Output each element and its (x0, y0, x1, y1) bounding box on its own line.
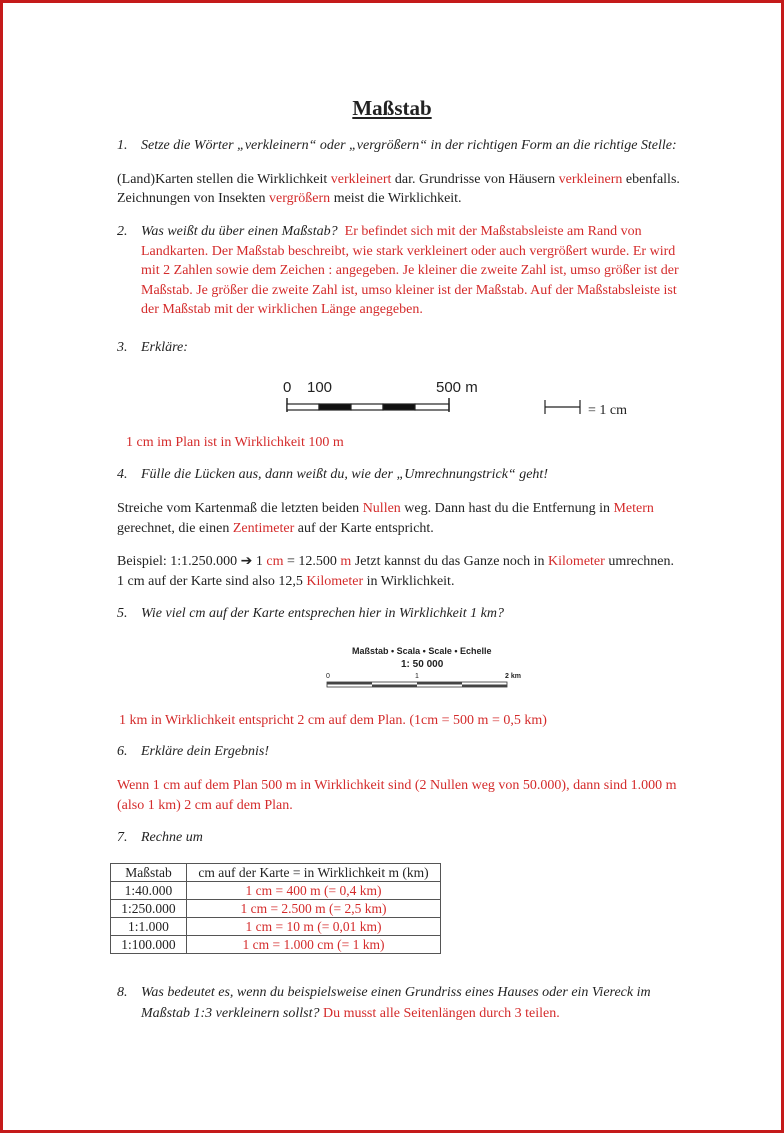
table-cell: 1:100.000 (111, 936, 187, 954)
map-scale-tick-1: 1 (415, 673, 419, 680)
q2-answer-line: Landkarten. Der Maßstab beschreibt, wie stark verkleinert oder auch vergrößert wurde. Er wird (141, 244, 676, 259)
question-8: 8. Was bedeutet es, wenn du beispielsweise einen Grundriss eines Hauses oder ein Viereck im (117, 985, 651, 1000)
q1-answer-line-2: Zeichnungen von Insekten vergrößern meist die Wirklichkeit. (117, 191, 462, 206)
q2-answer-line: der Maßstab mit der wirklichen Länge angegeben. (141, 302, 423, 317)
q6-answer-line-1: Wenn 1 cm auf dem Plan 500 m in Wirklichkeit sind (2 Nullen weg von 50.000), dann sind 1.000 m (117, 778, 677, 793)
one-cm-legend-bar (543, 399, 583, 415)
table-cell: 1 cm = 400 m (= 0,4 km) (187, 882, 441, 900)
q4-line-2: gerechnet, die einen Zentimeter auf der Karte entspricht. (117, 521, 434, 536)
one-cm-legend-text: = 1 cm (588, 403, 627, 418)
scale-bar-label-100: 100 (307, 379, 333, 396)
q2-answer-line: Maßstab. Je größer die zweite Zahl ist, umso kleiner ist der Maßstab. Auf der Maßstabsleiste ist (141, 283, 677, 298)
table-cell: 1:250.000 (111, 900, 187, 918)
map-scale-bar (326, 680, 510, 690)
q4-example-line-2: 1 cm auf der Karte sind also 12,5 Kilometer in Wirklichkeit. (117, 574, 455, 589)
question-4: 4. Fülle die Lücken aus, dann weißt du, wie der „Umrechnungstrick“ geht! (117, 467, 548, 482)
table-header-row (111, 864, 441, 882)
table-cell: 1 cm = 10 m (= 0,01 km) (187, 918, 441, 936)
table-cell: 1:40.000 (111, 882, 187, 900)
scale-bar-graphic (285, 396, 455, 414)
page-title: Maßstab (352, 96, 432, 120)
q5-answer: 1 km in Wirklichkeit entspricht 2 cm auf dem Plan. (1cm = 500 m = 0,5 km) (119, 713, 547, 728)
scale-bar-label-500: 500 m (436, 379, 478, 396)
table-row (111, 918, 441, 936)
table-header-cell: cm auf der Karte = in Wirklichkeit m (km) (187, 864, 441, 882)
map-scale-ratio: 1: 50 000 (401, 659, 444, 670)
question-1: 1. Setze die Wörter „verkleinern“ oder „vergrößern“ in der richtigen Form an die richtige Stelle: (117, 138, 677, 153)
table-row (111, 900, 441, 918)
question-3: 3. Erkläre: (117, 340, 188, 355)
q8-line-2: Maßstab 1:3 verkleinern sollst? Du musst alle Seitenlängen durch 3 teilen. (141, 1006, 560, 1021)
table-cell: 1:1.000 (111, 918, 187, 936)
question-2: 2. Was weißt du über einen Maßstab? Er befindet sich mit der Maßstabsleiste am Rand von (117, 224, 642, 239)
question-5: 5. Wie viel cm auf der Karte entsprechen hier in Wirklichkeit 1 km? (117, 606, 504, 621)
q3-answer: 1 cm im Plan ist in Wirklichkeit 100 m (126, 435, 344, 450)
q1-answer-line-1: (Land)Karten stellen die Wirklichkeit verkleinert dar. Grundrisse von Häusern verkleinern ebenfalls. (117, 172, 680, 187)
arrow-right-icon: ➔ (240, 553, 253, 569)
table-header-cell: Maßstab (111, 864, 187, 882)
q2-answer-line: mit 2 Zahlen sowie dem Zeichen : angegeben. Je kleiner die zweite Zahl ist, umso größer ist der (141, 263, 679, 278)
q6-answer-line-2: (also 1 km) 2 cm auf dem Plan. (117, 798, 293, 813)
table-cell: 1 cm = 1.000 cm (= 1 km) (187, 936, 441, 954)
conversion-table (110, 863, 441, 954)
table-row (111, 882, 441, 900)
q4-line-1: Streiche vom Kartenmaß die letzten beiden Nullen weg. Dann hast du die Entfernung in Metern (117, 501, 654, 516)
table-cell: 1 cm = 2.500 m (= 2,5 km) (187, 900, 441, 918)
map-scale-tick-2: 2 km (505, 673, 521, 680)
question-6: 6. Erkläre dein Ergebnis! (117, 744, 270, 759)
q4-example-line-1: Beispiel: 1:1.250.000 ➔ 1 cm = 12.500 m Jetzt kannst du das Ganze noch in Kilometer umrechnen. (117, 553, 675, 569)
map-scale-header: Maßstab • Scala • Scale • Echelle (352, 646, 492, 656)
scale-bar-label-0: 0 (283, 379, 292, 396)
table-row (111, 936, 441, 954)
map-scale-tick-0: 0 (326, 673, 330, 680)
question-7: 7. Rechne um (117, 830, 203, 845)
